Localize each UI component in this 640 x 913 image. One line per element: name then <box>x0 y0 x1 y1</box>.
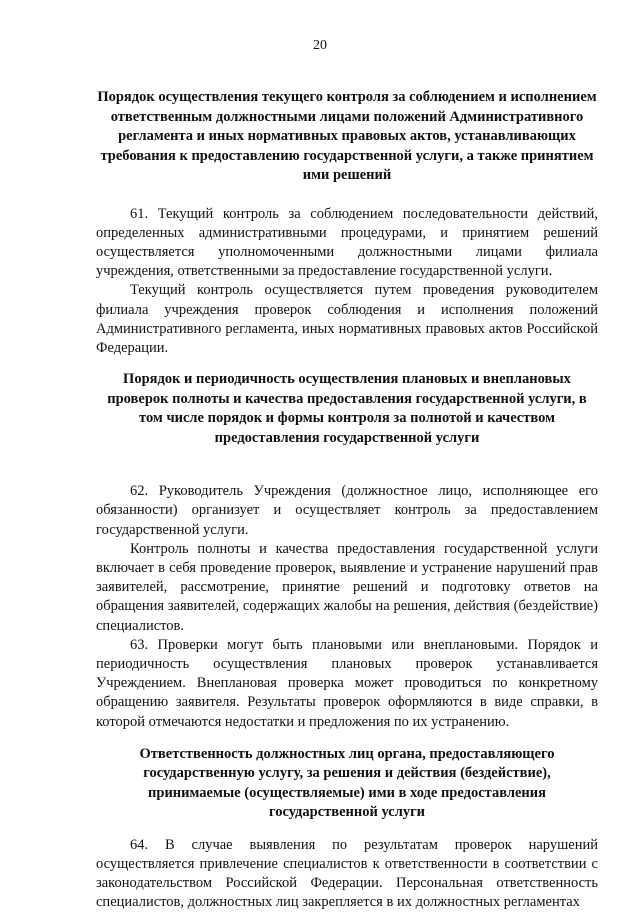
section-heading-inspections: Порядок и периодичность осуществления плановых и внеплановых проверок полноты и качества предоставления государственной услуги, в том числе порядок и формы контроля за полнотой и качеством предоставления государственной услуги <box>107 371 587 446</box>
paragraph-current-control-method: Текущий контроль осуществляется путем проведения руководителем филиала учреждения проверок соблюдения и исполнения положений Административного регламента, иных нормативных правовых актов Российской Федерации. <box>96 282 598 356</box>
paragraph-62: 62. Руководитель Учреждения (должностное лицо, исполняющее его обязанности) организует и осуществляет контроль за предоставлением государственной услуги. <box>96 483 598 538</box>
paragraph-64: 64. В случае выявления по результатам проверок нарушений осуществляется привлечение специалистов к ответственности в соответствии с законодательством Российской Федерации. Персональная ответственность специалистов, должностных лиц закрепляется в их должностных регламентах <box>96 836 598 911</box>
document-body <box>96 88 598 913</box>
paragraph-61: 61. Текущий контроль за соблюдением последовательности действий, определенных административными процедурами, и принятием решений осуществляется уполномоченными должностными лицами филиала учреждения, ответственными за предоставление государственной услуги. <box>96 205 598 280</box>
paragraph-quality-control: Контроль полноты и качества предоставления государственной услуги включает в себя проведение проверок, выявление и устранение нарушений прав заявителей, рассмотрение, принятие решений и подготовку ответов на обращения заявителей, содержащих жалобы на решения, действия (бездействие) специалистов. <box>96 540 598 634</box>
section-heading-current-control: Порядок осуществления текущего контроля за соблюдением и исполнением ответственным должностными лицами положений Административного регламента и иных нормативных правовых актов, устанавливающих требования к предоставлению государственной услуги, а также принятием ими решений <box>97 89 597 183</box>
section-heading-responsibility: Ответственность должностных лиц органа, предоставляющего государственную услугу, за решения и действия (бездействие), принимаемые (осуществляемые) ими в ходе предоставления государственной услуги <box>139 745 555 821</box>
page-number: 20 <box>313 38 327 53</box>
paragraph-63: 63. Проверки могут быть плановыми или внеплановыми. Порядок и периодичность осуществления плановых проверок устанавливается Учреждением. Внеплановая проверка может проводиться по конкретному обращению заявителя. Результаты проверок оформляются в виде справки, в которой отмечаются недостатки и предложения по их устранению. <box>96 636 598 730</box>
